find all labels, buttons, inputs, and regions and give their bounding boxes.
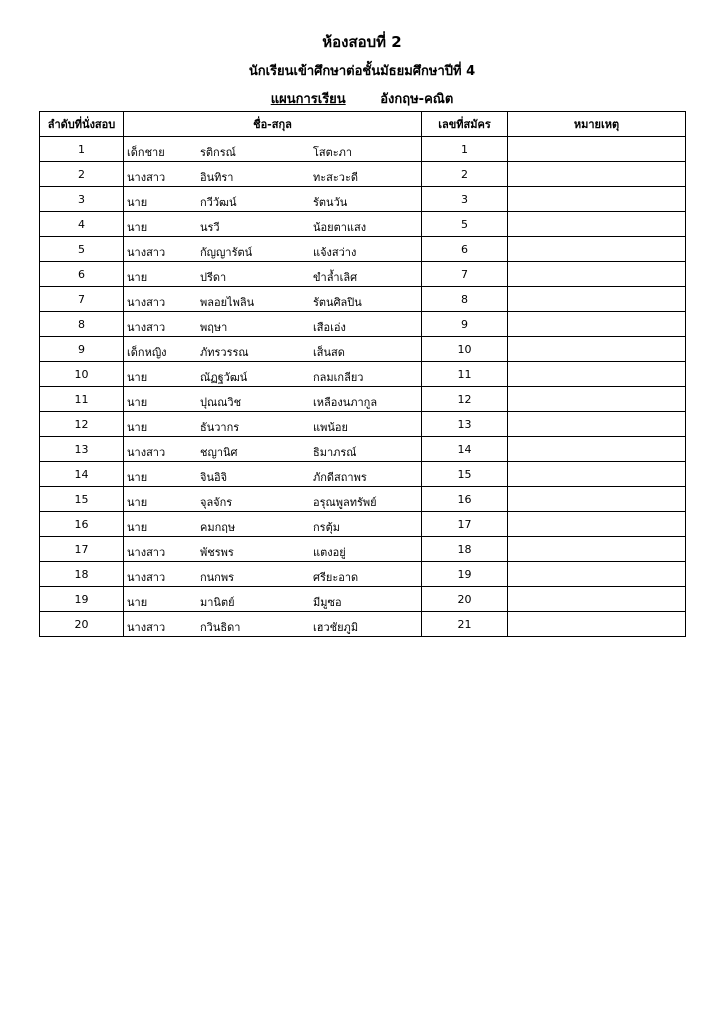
name-prefix: นางสาว: [127, 246, 166, 259]
student-name-cell: [124, 487, 422, 512]
table-row: [40, 237, 686, 262]
student-name-cell: [124, 262, 422, 287]
remark-cell: [508, 462, 686, 487]
name-prefix: นางสาว: [127, 571, 166, 584]
first-name: พัชรพร: [200, 546, 234, 559]
application-number-cell: 16: [422, 487, 508, 512]
first-name: ภัทรวรรณ: [200, 346, 249, 359]
student-name-cell: [124, 437, 422, 462]
seat-number-cell: 4: [40, 212, 124, 237]
application-number-cell: 14: [422, 437, 508, 462]
seat-number-cell: 12: [40, 412, 124, 437]
table-row: [40, 187, 686, 212]
name-prefix: นางสาว: [127, 171, 166, 184]
first-name: ปรีดา: [200, 271, 227, 284]
student-name-cell: [124, 387, 422, 412]
name-prefix: นาย: [127, 196, 148, 209]
student-name-cell: [124, 462, 422, 487]
remark-cell: [508, 187, 686, 212]
seat-number-cell: 20: [40, 612, 124, 637]
application-number-cell: 7: [422, 262, 508, 287]
table-row: [40, 537, 686, 562]
column-header-name: ชื่อ-สกุล: [124, 112, 422, 137]
student-name-cell: [124, 312, 422, 337]
seat-number-cell: 7: [40, 287, 124, 312]
last-name: ทะสะวะดี: [313, 171, 359, 184]
name-prefix: นาย: [127, 371, 148, 384]
first-name: กนกพร: [200, 571, 234, 584]
first-name: ธันวากร: [200, 421, 240, 434]
column-header-remark: หมายเหตุ: [508, 112, 686, 137]
table-row: [40, 387, 686, 412]
remark-cell: [508, 562, 686, 587]
table-body: [40, 137, 686, 637]
table-row: [40, 487, 686, 512]
student-name-cell: [124, 612, 422, 637]
remark-cell: [508, 337, 686, 362]
remark-cell: [508, 412, 686, 437]
last-name: โสตะภา: [313, 146, 353, 159]
seat-number-cell: 10: [40, 362, 124, 387]
last-name: รัตนศิลปิน: [313, 296, 362, 309]
seat-number-cell: 14: [40, 462, 124, 487]
name-prefix: นางสาว: [127, 296, 166, 309]
table-row: [40, 137, 686, 162]
application-number-cell: 15: [422, 462, 508, 487]
remark-cell: [508, 487, 686, 512]
remark-cell: [508, 587, 686, 612]
table-row: [40, 337, 686, 362]
remark-cell: [508, 512, 686, 537]
seat-number-cell: 2: [40, 162, 124, 187]
seat-number-cell: 9: [40, 337, 124, 362]
remark-cell: [508, 387, 686, 412]
application-number-cell: 8: [422, 287, 508, 312]
page-subtitle: นักเรียนเข้าศึกษาต่อชั้นมัธยมศึกษาปีที่ 4: [248, 64, 476, 79]
name-prefix: นาย: [127, 496, 148, 509]
student-name-cell: [124, 512, 422, 537]
name-prefix: นาย: [127, 596, 148, 609]
last-name: กรตุ้ม: [313, 521, 340, 534]
student-name-cell: [124, 562, 422, 587]
first-name: คมกฤษ: [200, 521, 236, 534]
application-number-cell: 17: [422, 512, 508, 537]
first-name: มานิตย์: [200, 596, 235, 609]
first-name: จินอิจิ: [200, 471, 228, 484]
column-header-application: เลขที่สมัคร: [422, 112, 508, 137]
remark-cell: [508, 137, 686, 162]
last-name: ศรียะอาด: [313, 571, 359, 584]
seat-number-cell: 6: [40, 262, 124, 287]
remark-cell: [508, 212, 686, 237]
last-name: ขำล้ำเลิศ: [313, 271, 358, 284]
first-name: อินทิรา: [200, 171, 234, 184]
application-number-cell: 20: [422, 587, 508, 612]
seating-table: [39, 111, 686, 637]
table-row: [40, 512, 686, 537]
first-name: กัญญารัตน์: [200, 246, 253, 259]
student-name-cell: [124, 287, 422, 312]
student-name-cell: [124, 162, 422, 187]
study-plan-value: อังกฤษ-คณิต: [380, 92, 454, 107]
last-name: เฮวชัยภูมิ: [313, 621, 359, 634]
last-name: เหลืองนภากูล: [313, 396, 378, 409]
first-name: ณัฏฐวัฒน์: [200, 371, 248, 384]
name-prefix: นางสาว: [127, 621, 166, 634]
table-row: [40, 612, 686, 637]
last-name: ภักดีสถาพร: [313, 471, 367, 484]
seat-number-cell: 19: [40, 587, 124, 612]
last-name: กลมเกลียว: [313, 371, 364, 384]
table-row: [40, 362, 686, 387]
application-number-cell: 11: [422, 362, 508, 387]
remark-cell: [508, 237, 686, 262]
last-name: น้อยตาแสง: [313, 221, 367, 234]
student-name-cell: [124, 212, 422, 237]
table-row: [40, 412, 686, 437]
seat-number-cell: 3: [40, 187, 124, 212]
first-name: จุลจักร: [200, 496, 233, 509]
column-header-seat: ลำดับที่นั่งสอบ: [40, 112, 124, 137]
remark-cell: [508, 287, 686, 312]
last-name: เสือเอ่ง: [313, 321, 346, 334]
first-name: กวีวัฒน์: [200, 196, 237, 209]
table-row: [40, 212, 686, 237]
remark-cell: [508, 312, 686, 337]
first-name: ปุณณวิช: [200, 396, 242, 409]
first-name: นรวี: [200, 221, 220, 234]
seat-number-cell: 11: [40, 387, 124, 412]
application-number-cell: 5: [422, 212, 508, 237]
application-number-cell: 13: [422, 412, 508, 437]
seat-number-cell: 13: [40, 437, 124, 462]
remark-cell: [508, 362, 686, 387]
seat-number-cell: 5: [40, 237, 124, 262]
seat-number-cell: 17: [40, 537, 124, 562]
last-name: อรุณพูลทรัพย์: [313, 496, 377, 509]
name-prefix: เด็กชาย: [127, 146, 165, 159]
last-name: แจ้งสว่าง: [313, 246, 357, 259]
name-prefix: นาย: [127, 471, 148, 484]
student-name-cell: [124, 362, 422, 387]
application-number-cell: 3: [422, 187, 508, 212]
first-name: รติกรณ์: [200, 146, 236, 159]
student-name-cell: [124, 537, 422, 562]
student-name-cell: [124, 237, 422, 262]
study-plan-line: [0, 88, 724, 109]
student-name-cell: [124, 187, 422, 212]
last-name: เส็นสด: [313, 346, 345, 359]
name-prefix: นาย: [127, 421, 148, 434]
last-name: แตงอยู่: [313, 546, 346, 559]
table-row: [40, 462, 686, 487]
table-row: [40, 562, 686, 587]
application-number-cell: 10: [422, 337, 508, 362]
application-number-cell: 21: [422, 612, 508, 637]
table-header-row: [40, 112, 686, 137]
name-prefix: นางสาว: [127, 546, 166, 559]
first-name: กวินธิดา: [200, 621, 241, 634]
table-row: [40, 312, 686, 337]
student-name-cell: [124, 587, 422, 612]
table-row: [40, 287, 686, 312]
remark-cell: [508, 262, 686, 287]
application-number-cell: 12: [422, 387, 508, 412]
seat-number-cell: 18: [40, 562, 124, 587]
application-number-cell: 2: [422, 162, 508, 187]
student-name-cell: [124, 412, 422, 437]
last-name: รัตนวัน: [313, 196, 348, 209]
name-prefix: นาย: [127, 521, 148, 534]
name-prefix: นาย: [127, 396, 148, 409]
student-name-cell: [124, 137, 422, 162]
remark-cell: [508, 162, 686, 187]
table-row: [40, 437, 686, 462]
last-name: มีมูซอ: [313, 596, 342, 609]
remark-cell: [508, 437, 686, 462]
last-name: แพน้อย: [313, 421, 348, 434]
student-name-cell: [124, 337, 422, 362]
table-row: [40, 262, 686, 287]
study-plan-label: แผนการเรียน: [270, 92, 346, 107]
seat-number-cell: 8: [40, 312, 124, 337]
first-name: พฤษา: [200, 321, 228, 334]
seat-number-cell: 16: [40, 512, 124, 537]
name-prefix: นาย: [127, 221, 148, 234]
table-row: [40, 162, 686, 187]
application-number-cell: 18: [422, 537, 508, 562]
application-number-cell: 1: [422, 137, 508, 162]
name-prefix: เด็กหญิง: [127, 346, 167, 359]
last-name: ธิมาภรณ์: [313, 446, 357, 459]
name-prefix: นางสาว: [127, 446, 166, 459]
name-prefix: นาย: [127, 271, 148, 284]
remark-cell: [508, 612, 686, 637]
table-row: [40, 587, 686, 612]
first-name: พลอยไพลิน: [200, 296, 255, 309]
application-number-cell: 6: [422, 237, 508, 262]
remark-cell: [508, 537, 686, 562]
seat-number-cell: 1: [40, 137, 124, 162]
application-number-cell: 19: [422, 562, 508, 587]
first-name: ชญานิศ: [200, 446, 238, 459]
name-prefix: นางสาว: [127, 321, 166, 334]
application-number-cell: 9: [422, 312, 508, 337]
page-title: ห้องสอบที่ 2: [322, 33, 402, 51]
seat-number-cell: 15: [40, 487, 124, 512]
